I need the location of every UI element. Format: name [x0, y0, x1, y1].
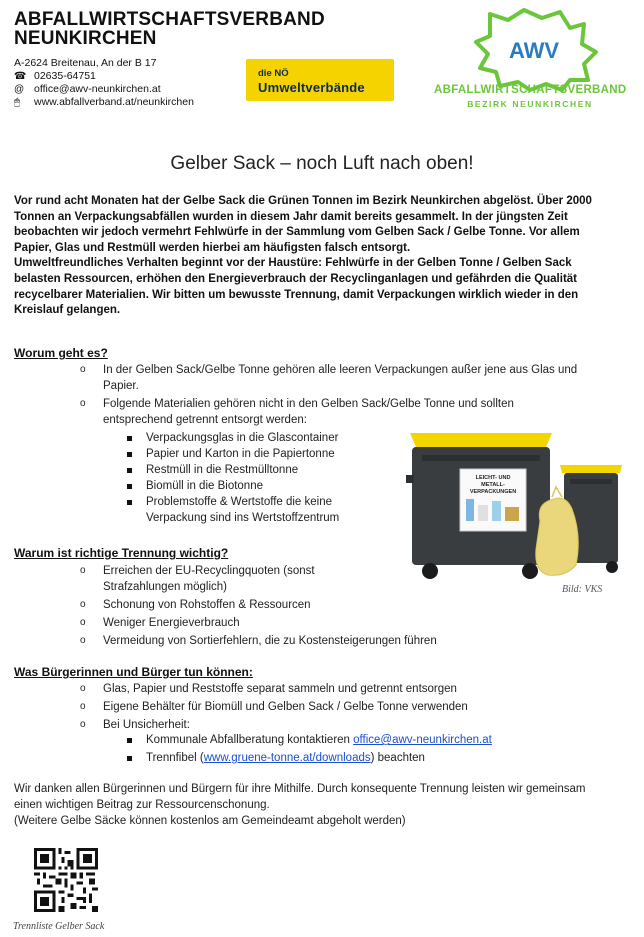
section-heading-warum: Warum ist richtige Trennung wichtig? — [14, 546, 229, 560]
list-item: o Eigene Behälter für Biomüll und Gelben Sack / Gelbe Tonne verwenden — [0, 699, 620, 715]
document-title: Gelber Sack – noch Luft nach oben! — [170, 153, 474, 174]
intro-paragraph-1: Vor rund acht Monaten hat der Gelbe Sack die Grünen Tonnen im Bezirk Neunkirchen abgelöst. Über 2000 Tonnen an Verpackungsabfällen wurden in diesem Jahr damit bereits gesammelt. In der jüngsten Zeit beobachten wir jedoch vermehrt Fehlwürfe in der Sammlung vom Gelben Sack / Gelbe Tonne. Vor allem Papier, Glas und Restmüll werden hierbei am häufigsten falsch entsorgt. — [14, 195, 592, 254]
sticker-line-2: METALL- — [481, 482, 505, 488]
list-item: o Folgende Materialien gehören nicht in den Gelben Sack/Gelbe Tonne und sollten entsprechend getrennt entsorgt werden: — [0, 396, 543, 428]
logo-title: ABFALLWIRTSCHAFTSVERBAND — [434, 84, 627, 96]
list-item: o In der Gelben Sack/Gelbe Tonne gehören alle leeren Verpackungen außer jene aus Glas und Papier. — [0, 362, 610, 394]
sub-list-item — [0, 732, 620, 748]
badge-big-text: Umweltverbände — [258, 80, 365, 95]
sticker-line-3: VERPACKUNGEN — [469, 489, 517, 495]
logo-mark: AWV — [508, 38, 560, 63]
closing-note: (Weitere Gelbe Säcke können kostenlos am Gemeindeamt abgeholt werden) — [14, 815, 406, 827]
section2-list — [0, 563, 620, 649]
yellow-bins-photo — [406, 425, 630, 583]
logo-subtitle: BEZIRK NEUNKIRCHEN — [467, 99, 593, 109]
section1-list — [0, 362, 610, 428]
list-item: o Schonung von Rohstoffen & Ressourcen — [0, 597, 620, 613]
list-item: o Weniger Energieverbrauch — [0, 615, 620, 631]
mouse-icon: 🖱 — [14, 97, 20, 108]
sub-item-text-after: ) beachten — [370, 752, 425, 764]
website: www.abfallverband.at/neunkirchen — [34, 96, 194, 108]
address: A-2624 Breitenau, An der B 17 — [14, 57, 157, 69]
badge-small-text: die NÖ — [258, 68, 289, 79]
org-name — [14, 10, 325, 48]
sub-item-text: Trennfibel ( — [146, 752, 204, 764]
sticker-line-1: LEICHT- UND — [475, 475, 511, 481]
qr-caption: Trennliste Gelber Sack — [13, 921, 105, 932]
closing-text — [14, 781, 614, 829]
sub-list-item: Biomüll in die Biotonne — [0, 478, 380, 494]
trennfibel-link[interactable]: www.gruene-tonne.at/downloads — [203, 752, 371, 764]
phone-number: 02635-64751 — [34, 70, 96, 82]
list-item: o Erreichen der EU-Recyclingquoten (sonst Strafzahlungen möglich) — [0, 563, 393, 595]
contact-block — [14, 57, 194, 109]
closing-paragraph: Wir danken allen Bürgerinnen und Bürgern für ihre Mithilfe. Durch konsequente Trennung leisten wir gemeinsam einen wichtigen Beitrag zur Ressourcenschonung. — [14, 783, 586, 811]
section-heading-was-tun: Was Bürgerinnen und Bürger tun können: — [14, 665, 253, 679]
umweltverbaende-badge — [246, 59, 394, 101]
image-caption: Bild: VKS — [562, 584, 603, 595]
sub-list-item — [0, 750, 620, 766]
list-item: o Bei Unsicherheit: — [0, 717, 620, 733]
sub-item-text: Kommunale Abfallberatung kontaktieren — [146, 734, 354, 746]
sub-list-item: Restmüll in die Restmülltonne — [0, 462, 380, 478]
phone-icon: ☎ — [14, 71, 27, 82]
section3-sublist — [0, 732, 620, 766]
org-name-line2: NEUNKIRCHEN — [14, 28, 157, 49]
list-item: o Glas, Papier und Reststoffe separat sammeln und getrennt entsorgen — [0, 681, 620, 697]
email-icon: @ — [14, 84, 25, 95]
section1-sublist — [0, 430, 380, 526]
sub-list-item: Verpackungsglas in die Glascontainer — [0, 430, 380, 446]
list-item: o Vermeidung von Sortierfehlern, die zu Kostensteigerungen führen — [0, 633, 620, 649]
email-link[interactable]: office@awv-neunkirchen.at — [353, 734, 492, 746]
org-name-line1: ABFALLWIRTSCHAFTSVERBAND — [14, 9, 325, 30]
qr-code[interactable] — [34, 848, 98, 912]
sub-list-item: Problemstoffe & Wertstoffe die keine Verpackung sind ins Wertstoffzentrum — [0, 494, 366, 526]
section3-list — [0, 681, 620, 733]
email-address: office@awv-neunkirchen.at — [34, 83, 161, 95]
sub-list-item: Papier und Karton in die Papiertonne — [0, 446, 380, 462]
section-heading-worum: Worum geht es? — [14, 346, 108, 360]
intro-paragraph-2: Umweltfreundliches Verhalten beginnt vor der Haustüre: Fehlwürfe in der Gelben Tonne / Gelben Sack belasten Ressourcen, erhöhen den Energieverbrauch der Recyclinganlagen und gefährden die Qualität recycelbarer Materialien. Wir bitten um bewusste Trennung, damit Verpackungen wirklich wieder in den Kreislauf gelangen. — [14, 257, 579, 317]
intro-text — [14, 194, 610, 319]
